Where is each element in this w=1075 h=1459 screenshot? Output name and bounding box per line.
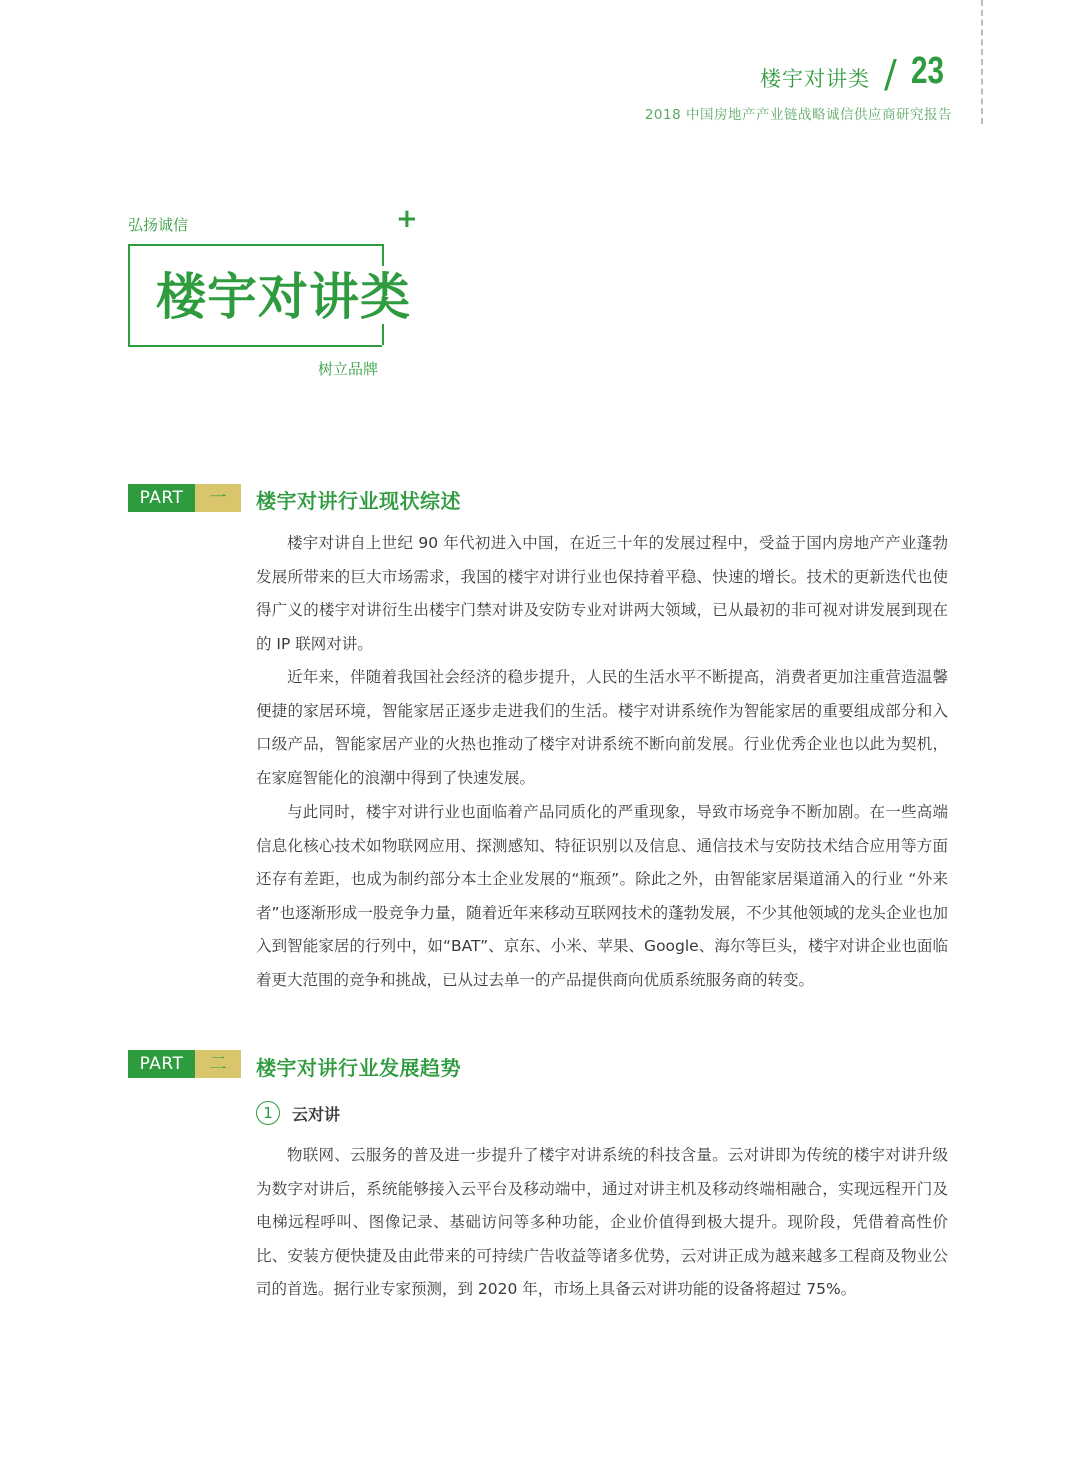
- part-label: PART: [128, 1050, 195, 1078]
- part-number: 二: [195, 1050, 241, 1078]
- title-top-caption: 弘扬诚信: [128, 216, 189, 234]
- subsection-title: 云对讲: [292, 1104, 341, 1124]
- header-slash-divider: /: [884, 52, 897, 96]
- part-two-badge: [128, 1050, 241, 1078]
- header-dashed-divider: [981, 0, 983, 124]
- paragraph: 楼宇对讲自上世纪 90 年代初进入中国，在近三十年的发展过程中，受益于国内房地产产业蓬勃发展所带来的巨大市场需求，我国的楼宇对讲行业也保持着平稳、快速的增长。技术的更新迭代也使得广义的楼宇对讲衍生出楼宇门禁对讲及安防专业对讲两大领域，已从最初的非可视对讲发展到现在的 IP 联网对讲。: [256, 534, 948, 653]
- paragraph: 与此同时，楼宇对讲行业也面临着产品同质化的严重现象，导致市场竞争不断加剧。在一些高端信息化核心技术如物联网应用、探测感知、特征识别以及信息、通信技术与安防技术结合应用等方面还存有差距，也成为制约部分本土企业发展的“瓶颈”。除此之外，由智能家居渠道涌入的行业 “外来者”也逐渐形成一股竞争力量，随着近年来移动互联网技术的蓬勃发展，不少其他领域的龙头企业也加入到智能家居的行列中，如“BAT”、京东、小米、苹果、Google、海尔等巨头，楼宇对讲企业也面临着更大范围的竞争和挑战，已从过去单一的产品提供商向优质系统服务商的转变。: [256, 803, 948, 989]
- page-number: 23: [911, 50, 944, 92]
- part-number: 一: [195, 484, 241, 512]
- paragraph: 物联网、云服务的普及进一步提升了楼宇对讲系统的科技含量。云对讲即为传统的楼宇对讲升级为数字对讲后，系统能够接入云平台及移动端中，通过对讲主机及移动终端相融合，实现远程开门及电梯远程呼叫、图像记录、基础访问等多种功能，企业价值得到极大提升。现阶段，凭借着高性价比、安装方便快捷及由此带来的可持续广告收益等诸多优势，云对讲正成为越来越多工程商及物业公司的首选。据行业专家预测，到 2020 年，市场上具备云对讲功能的设备将超过 75%。: [256, 1146, 948, 1299]
- main-title: 楼宇对讲类: [156, 268, 411, 326]
- plus-icon: +: [396, 204, 418, 234]
- paragraph: 近年来，伴随着我国社会经济的稳步提升，人民的生活水平不断提高，消费者更加注重营造温馨便捷的家居环境，智能家居正逐步走进我们的生活。楼宇对讲系统作为智能家居的重要组成部分和入口级产品，智能家居产业的火热也推动了楼宇对讲系统不断向前发展。行业优秀企业也以此为契机，在家庭智能化的浪潮中得到了快速发展。: [256, 668, 948, 787]
- report-title: 2018 中国房地产产业链战略诚信供应商研究报告: [644, 107, 952, 123]
- section-title-two: 楼宇对讲行业发展趋势: [256, 1056, 461, 1080]
- subsection-heading: [256, 1101, 340, 1125]
- title-bottom-caption: 树立品牌: [318, 360, 379, 378]
- header-section-title: 楼宇对讲类: [760, 67, 870, 91]
- part-one-badge: [128, 484, 241, 512]
- part-label: PART: [128, 484, 195, 512]
- circled-number-icon: 1: [256, 1101, 280, 1125]
- section-title-one: 楼宇对讲行业现状综述: [256, 489, 461, 513]
